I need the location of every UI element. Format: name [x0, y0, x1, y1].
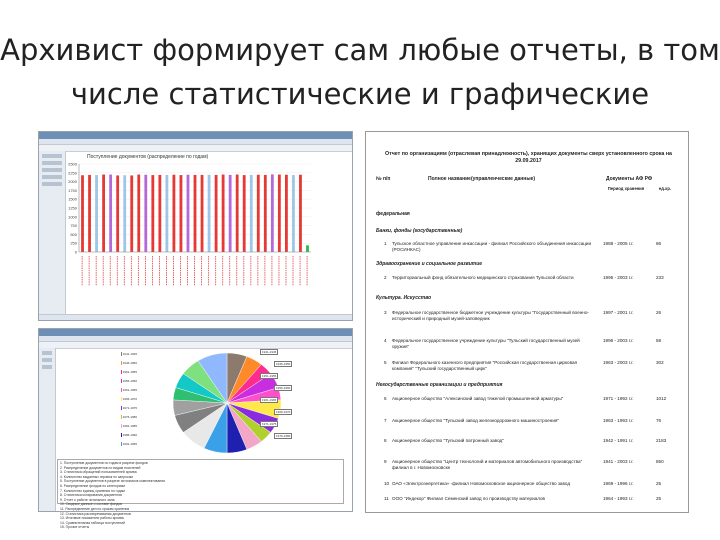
legend-label: 1981-1985 [122, 424, 137, 428]
legend-label: 1961-1965 [122, 388, 137, 392]
legend-label: 1956-1960 [122, 379, 137, 383]
list-item[interactable]: 9. Отчет о работе читального зала [60, 497, 115, 502]
y-tick-label: 2000 [68, 179, 77, 185]
legend-item [121, 351, 137, 357]
bar [137, 175, 140, 252]
legend-label: 1976-1980 [122, 415, 137, 419]
row-name: Федеральное государственное учреждение культуры "Тульский государственный музей оружия" [392, 338, 580, 349]
row-dates: 1941 - 2003 г.г. [603, 459, 634, 464]
row-count: 850 [656, 459, 664, 464]
column-name: Полное название(управленческие данные) [428, 176, 536, 182]
section-health: Здравоохранение и социальное развитие [376, 261, 483, 267]
row-number: 7 [384, 418, 387, 423]
row-dates: 1963 - 2003 г.г. [603, 360, 634, 365]
bar [229, 175, 232, 252]
row-number: 8 [384, 438, 387, 443]
bar [180, 175, 183, 252]
row-dates: 1996 - 2003 г.г. [603, 338, 634, 343]
row-dates: 1997 - 2001 г.г. [603, 310, 634, 315]
row-count: 86 [656, 241, 662, 246]
sidebar-item[interactable] [42, 182, 62, 186]
row-name: Федеральное государственное бюджетное учреждение культуры "Государственный военно-исторический и природный музей-заповедник [392, 310, 589, 321]
row-count: 58 [656, 338, 662, 343]
legend-item [121, 396, 137, 402]
window-statusbar [39, 314, 352, 320]
legend-swatch [121, 370, 122, 374]
legend-item [121, 405, 137, 411]
section-federal: федеральная [376, 211, 410, 217]
legend-item [121, 414, 137, 420]
row-dates: 1964 - 1993 г.г. [603, 496, 634, 501]
bar [271, 174, 274, 252]
legend-label: 1951-1955 [122, 370, 137, 374]
row-number: 6 [384, 396, 387, 401]
row-count: 76 [656, 418, 662, 423]
row-name: Акционерное общество "Центр технологий и материалов автомобильного производства" филиал в г. Новомосковске [392, 459, 583, 470]
legend-item [121, 441, 137, 447]
bar [264, 175, 267, 252]
legend-swatch [121, 361, 122, 365]
legend-label: 1966-1970 [122, 397, 137, 401]
slide-title [0, 28, 720, 116]
bar [306, 245, 309, 252]
row-name: Филиал Федерального казенного предприятия "Российская государственная цирковая компания" "Тульский государственный цирк" [392, 360, 578, 371]
slice-label: 1971-1975 [262, 422, 277, 426]
legend-swatch [121, 379, 122, 383]
bar [285, 175, 288, 252]
sidebar-item[interactable] [42, 365, 52, 369]
legend-swatch [121, 397, 122, 401]
bar [278, 175, 281, 252]
row-name: Акционерное общество "Алексинский завод тяжелой промышленной арматуры" [392, 396, 564, 401]
row-count: 2183 [656, 438, 667, 443]
slice-label: 1941-1945 [262, 350, 277, 354]
row-number: 5 [384, 360, 387, 365]
y-tick-label: 1250 [68, 205, 77, 211]
row-dates: 1995 - 2003 г.г. [603, 275, 634, 280]
bar [250, 175, 253, 252]
row-dates: 1988 - 2005 г.г. [603, 241, 634, 246]
row-number: 3 [384, 310, 387, 315]
y-tick-label: 2500 [68, 161, 77, 167]
row-number: 1 [384, 241, 387, 246]
bar [187, 175, 190, 252]
bar [158, 175, 161, 252]
sidebar-item[interactable] [42, 161, 62, 165]
slide-title-line1: Архивист формирует сам любые отчеты, в том [0, 33, 720, 67]
legend-swatch [121, 388, 122, 392]
row-count: 233 [656, 275, 664, 280]
y-tick-label: 1750 [68, 187, 77, 193]
bar [144, 175, 147, 252]
sidebar-item[interactable] [42, 351, 52, 355]
row-name: ООО "Индекор" Филиал Семенский завод по производству материалов [392, 496, 545, 501]
column-docs: Документы АФ РФ [606, 176, 653, 182]
list-item[interactable]: 12. Статистика рассекречивания документов [60, 511, 131, 516]
legend-swatch [121, 415, 122, 419]
bar [236, 175, 239, 252]
bar [109, 175, 112, 252]
slice-label: 1966-1970 [276, 410, 291, 414]
legend-label: 1971-1975 [122, 406, 137, 410]
row-name: Тульское областное управление инкассации - филиал Российского объединения инкассации (РОСИНКАС) [392, 241, 592, 252]
section-culture: Культура. Искусство [376, 295, 432, 301]
slice-label: 1961-1965 [262, 398, 277, 402]
row-name: Акционерное общество "Тульский завод железнодорожного машиностроения" [392, 418, 560, 423]
y-tick-label: 2250 [68, 170, 77, 176]
list-item[interactable]: 4. Количество выданных справок по запросам [60, 474, 133, 479]
row-count: 302 [656, 360, 664, 365]
legend-swatch [121, 352, 122, 356]
row-name: ОАО «Электроэнергетика» -филиал Новомосковское акционерное общество завод [392, 481, 571, 486]
bar [243, 175, 246, 252]
bar [95, 175, 98, 252]
list-item[interactable]: 7. Количество единиц хранения по годам [60, 488, 125, 493]
list-item[interactable]: 8. Статистика копирования документов [60, 493, 122, 498]
window-titlebar [39, 329, 352, 336]
sidebar-item[interactable] [42, 168, 62, 172]
list-item[interactable]: 3. Статистика обращений пользователей архива [60, 470, 137, 475]
bar [165, 175, 168, 252]
sidebar-item[interactable] [42, 154, 62, 158]
pie-legend [121, 351, 137, 450]
column-num: № п/п [376, 176, 391, 182]
bar [81, 175, 84, 252]
list-item[interactable]: 13. Итоговые показатели работы архива [60, 516, 124, 521]
list-item[interactable]: 14. Сравнительная таблица поступлений [60, 520, 125, 525]
bar-chart-title: Поступление документов (распределение по годам) [87, 154, 209, 160]
pie-chart-window [38, 328, 353, 530]
y-tick-label: 1500 [68, 196, 77, 202]
bar [299, 175, 302, 252]
legend-label: 1991-1995 [122, 442, 137, 446]
row-count: 25 [656, 481, 662, 486]
legend-item [121, 369, 137, 375]
y-tick-label: 250 [70, 240, 77, 246]
y-tick-label: 750 [70, 223, 77, 229]
legend-label: 1941-1945 [122, 352, 137, 356]
y-tick-label: 500 [70, 231, 77, 237]
row-number: 11 [384, 496, 389, 501]
report-list [57, 459, 344, 530]
row-count: 26 [656, 310, 662, 315]
bar [102, 175, 105, 252]
bar [194, 175, 197, 252]
row-count: 1012 [656, 396, 667, 401]
bar [130, 175, 133, 252]
legend-swatch [121, 433, 122, 437]
sidebar-item[interactable] [42, 358, 52, 362]
list-item[interactable]: 15. Прочие отчеты [60, 525, 90, 530]
legend-swatch [121, 442, 122, 446]
slice-label: 1951-1955 [262, 374, 277, 378]
slice-label: 1956-1960 [276, 386, 291, 390]
report-document [365, 131, 689, 513]
bar [201, 175, 204, 252]
bar [173, 175, 176, 252]
row-dates: 1971 - 1992 г.г. [603, 396, 634, 401]
row-number: 4 [384, 338, 387, 343]
row-number: 2 [384, 275, 387, 280]
list-item[interactable]: 11. Распределение дел по срокам хранения [60, 506, 130, 511]
slice-label: 1946-1950 [276, 362, 291, 366]
report-title: Отчет по организациям (отраслевая принадлежность), хранящих документы сверх установленного срока на 29.09.2017 [384, 151, 672, 164]
window-toolbar [39, 145, 352, 152]
bar [222, 175, 225, 252]
bar [257, 175, 260, 252]
legend-swatch [121, 424, 122, 428]
y-tick-label: 0 [74, 249, 77, 255]
sidebar-item[interactable] [42, 175, 62, 179]
row-number: 10 [384, 481, 390, 486]
legend-item [121, 360, 137, 366]
y-tick-label: 1000 [68, 214, 77, 220]
list-item[interactable]: 2. Распределение документов по видам носителей [60, 465, 141, 470]
slide-title-line2: числе статистические и графические [70, 77, 650, 111]
row-dates: 1969 - 1996 г.г. [603, 481, 634, 486]
legend-item [121, 423, 137, 429]
list-item[interactable]: 10. Сводные данные о составе фондов [60, 502, 123, 507]
row-name: Акционерное общество "Тульский патронный завод" [392, 438, 504, 443]
list-item[interactable]: 5. Поступление документов в разрезе источников комплектования [60, 479, 165, 484]
list-item[interactable]: 1. Поступление документов по годам в разрезе фондов [60, 461, 148, 465]
bar [215, 175, 218, 252]
legend-label: 1986-1990 [122, 433, 137, 437]
section-nongov: Негосударственные организации и предприятия [376, 382, 503, 388]
row-number: 9 [384, 459, 387, 464]
legend-item [121, 432, 137, 438]
row-dates: 1942 - 1991 г.г. [603, 438, 634, 443]
legend-label: 1946-1950 [122, 361, 137, 365]
row-count: 25 [656, 496, 662, 501]
bar [208, 175, 211, 252]
slice-label: 1976-1980 [276, 434, 291, 438]
row-name: Территориальный фонд обязательного медицинского страхования Тульской области [392, 275, 574, 280]
legend-item [121, 387, 137, 393]
bar [116, 175, 119, 252]
bar-chart-window [38, 131, 353, 321]
section-banks: Банки, фонды (государственные) [376, 228, 463, 234]
window-titlebar [39, 132, 352, 139]
column-units: ед.хр. [658, 186, 672, 191]
bar [88, 175, 91, 252]
legend-swatch [121, 406, 122, 410]
bar [292, 175, 295, 252]
list-item[interactable]: 6. Распределение фондов по категориям [60, 483, 125, 488]
bar [151, 175, 154, 252]
bar [123, 175, 126, 252]
row-dates: 1963 - 1993 г.г. [603, 418, 634, 423]
bar-chart [61, 160, 351, 320]
column-period: Период хранения [607, 186, 645, 191]
legend-item [121, 378, 137, 384]
window-sidebar [39, 348, 56, 511]
